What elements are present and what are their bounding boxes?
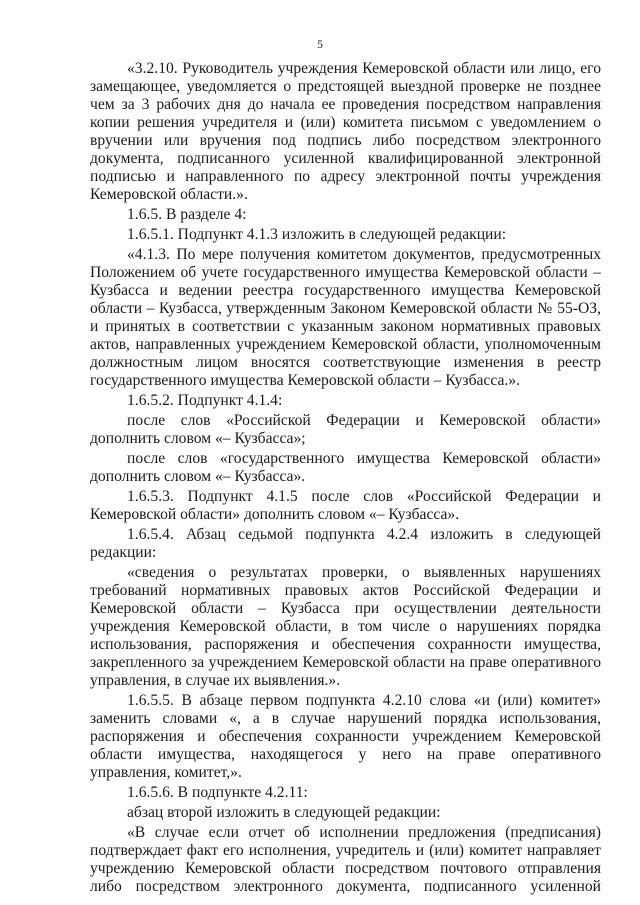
paragraph-report-case: «В случае если отчет об исполнении предложения (предписания) подтверждает факт его исполнения, учредитель и (или) комитет направляет учреждению Кемеровской области посредством почтового отправления либо посредством электронного документа, подписанного усиленной [90,824,601,895]
paragraph-inspection-results: «сведения о результатах проверки, о выявленных нарушениях требований нормативных правовых актов Российской Федерации и Кемеровской области – Кузбасса при осуществлении деятельности учреждения Кемеровской области, в том числе о нарушениях порядка использования, распоряжения и обеспечения сохранности имущества, закрепленного за учреждением Кемеровской области на праве оперативного управления, в случае их выявления.». [90,564,601,689]
document-body [90,60,601,898]
paragraph-after-words-1: после слов «Российской Федерации и Кемеровской области» дополнить словом «– Кузбасса»; [90,412,601,447]
paragraph-1-6-5-1: 1.6.5.1. Подпункт 4.1.3 изложить в следующей редакции: [127,226,507,243]
paragraph-after-words-2: после слов «государственного имущества Кемеровской области» дополнить словом «– Кузбасса». [90,450,601,485]
paragraph-1-6-5-4: 1.6.5.4. Абзац седьмой подпункта 4.2.4 изложить в следующей редакции: [90,526,601,561]
paragraph-1-6-5-5: 1.6.5.5. В абзаце первом подпункта 4.2.10 слова «и (или) комитет» заменить словами «, а в случае нарушений порядка использования, распоряжения и обеспечения сохранности учреждением Кемеровской области имущества, находящегося у него на праве оперативного управления, комитет,». [90,692,601,781]
paragraph-1-6-5-6: 1.6.5.6. В подпункте 4.2.11: [127,784,308,801]
paragraph-3-2-10: «3.2.10. Руководитель учреждения Кемеровской области или лицо, его замещающее, уведомляется о предстоящей выездной проверке не позднее чем за 3 рабочих дня до начала ее проведения посредством направления копии решения учредителя и (или) комитета письмом с уведомлением о вручении или вручения под подпись либо посредством электронного документа, подписанного усиленной квалифицированной электронной подписью и направленного по адресу электронной почты учреждения Кемеровской области.». [90,60,601,203]
paragraph-1-6-5: 1.6.5. В разделе 4: [127,206,247,223]
paragraph-4-1-3: «4.1.3. По мере получения комитетом документов, предусмотренных Положением об учете государственного имущества Кемеровской области – Кузбасса и ведении реестра государственного имущества Кемеровской области – Кузбасса, утвержденным Законом Кемеровской области № 55-ОЗ, и принятых в соответствии с указанным законом нормативных правовых актов, направленных учреждением Кемеровской области, уполномоченным должностным лицом вносятся соответствующие изменения в реестр государственного имущества Кемеровской области – Кузбасса.». [90,246,601,389]
paragraph-second-abzac: абзац второй изложить в следующей редакции: [127,804,441,821]
paragraph-1-6-5-2: 1.6.5.2. Подпункт 4.1.4: [127,392,283,409]
page-number: 5 [317,37,323,51]
paragraph-1-6-5-3: 1.6.5.3. Подпункт 4.1.5 после слов «Российской Федерации и Кемеровской области» дополнить словом «– Кузбасса». [90,488,601,523]
